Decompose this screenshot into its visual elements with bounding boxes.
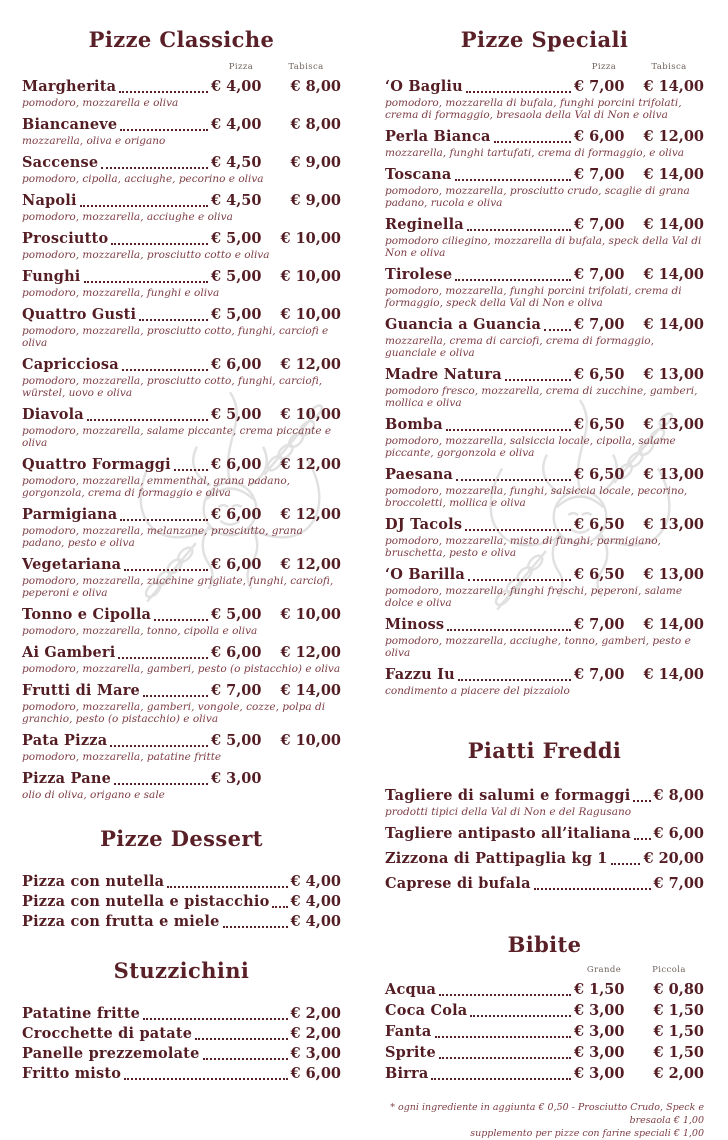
item-price-pizza: € 6,50 [574, 416, 625, 433]
price-column-header-tabisca: Tabisca [288, 62, 324, 72]
dot-leader [174, 469, 208, 471]
left-column [22, 27, 341, 1082]
item-description: pomodoro, mozzarella, tonno, cipolla e oliva [22, 625, 258, 637]
item-price-piccola: € 1,50 [653, 1023, 704, 1040]
item-price-pizza: € 5,00 [211, 406, 262, 423]
item-price-pizza: € 6,50 [574, 366, 625, 383]
menu-item [22, 506, 341, 549]
menu-item [385, 166, 704, 209]
menu-item [22, 306, 341, 349]
dot-leader [468, 579, 571, 581]
menu-item [385, 666, 704, 697]
item-description: pomodoro, mozzarella, funghi freschi, peperoni, salame dolce e oliva [385, 585, 683, 609]
menu-item [22, 606, 341, 637]
price-column-header-grande: Grande [586, 965, 622, 975]
item-price-tabisca: € 14,00 [643, 166, 704, 183]
pizze-speciali-items [385, 78, 704, 697]
section-title-stuzzichini: Stuzzichini [113, 958, 250, 983]
item-price-pizza: € 6,50 [574, 566, 625, 583]
dot-leader [124, 1078, 287, 1080]
price-column-headers [385, 62, 704, 72]
menu-item [385, 616, 704, 659]
item-price-tabisca: € 12,00 [280, 356, 341, 373]
dot-leader [431, 1078, 571, 1080]
item-price-tabisca: € 9,00 [290, 154, 341, 171]
item-name: Frutti di Mare [22, 682, 140, 699]
item-price-tabisca: € 13,00 [643, 466, 704, 483]
item-price-pizza: € 4,50 [211, 154, 262, 171]
item-name: Toscana [385, 166, 452, 183]
dot-leader [634, 838, 651, 840]
right-column [385, 27, 704, 1139]
item-description: pomodoro, mozzarella, acciughe, tonno, gamberi, pesto e oliva [385, 635, 691, 659]
item-price-tabisca: € 14,00 [643, 266, 704, 283]
dot-leader [114, 783, 208, 785]
section-pizze-classiche [22, 28, 341, 801]
item-price: € 2,00 [290, 1005, 341, 1022]
item-name: Tirolese [385, 266, 453, 283]
dot-leader [139, 319, 208, 321]
item-name: Napoli [22, 192, 77, 209]
dot-leader [122, 369, 208, 371]
dot-leader [447, 629, 571, 631]
item-price-pizza: € 7,00 [574, 166, 625, 183]
item-price-tabisca: € 8,00 [290, 78, 341, 95]
menu-item [22, 1065, 341, 1083]
item-description: mozzarella, funghi tartufati, crema di formaggio, e oliva [385, 147, 685, 159]
item-price-pizza: € 4,50 [211, 192, 262, 209]
menu-item [385, 78, 704, 121]
item-price-pizza: € 5,00 [211, 230, 262, 247]
item-price-pizza: € 6,00 [211, 456, 262, 473]
price-column-header-piccola: Piccola [652, 965, 686, 975]
item-name: Tonno e Cipolla [22, 606, 152, 623]
dot-leader [110, 745, 208, 747]
menu-item [385, 416, 704, 459]
item-price: € 4,00 [290, 913, 341, 930]
item-price-pizza: € 5,00 [211, 306, 262, 323]
menu-item [22, 770, 341, 801]
item-description: pomodoro, mozzarella, gamberi, vongole, cozze, polpa di granchio, pesto (o pistacchio) e oliva [22, 701, 326, 725]
item-price-tabisca: € 9,00 [290, 192, 341, 209]
item-price-piccola: € 2,00 [653, 1065, 704, 1082]
price-column-header-pizza: Pizza [591, 62, 617, 72]
item-name: Quattro Gusti [22, 306, 137, 323]
menu-item [385, 516, 704, 559]
dot-leader [439, 1057, 571, 1059]
dot-leader [111, 243, 208, 245]
footnote-line: * ogni ingrediente in aggiunta € 0,50 - Prosciutto Crudo, Speck e bresaola € 1,00 [390, 1102, 704, 1126]
menu-item [22, 406, 341, 449]
item-price-tabisca: € 14,00 [643, 78, 704, 95]
dot-leader [534, 888, 651, 890]
item-name: Sprite [385, 1044, 436, 1061]
item-name: ‘O Barilla [385, 566, 465, 583]
dot-leader [84, 281, 208, 283]
item-description: pomodoro, mozzarella, funghi e oliva [22, 287, 220, 299]
item-name: Parmigiana [22, 506, 118, 523]
item-price-pizza: € 6,00 [211, 644, 262, 661]
dot-leader [101, 167, 208, 169]
item-price: € 7,00 [653, 875, 704, 892]
menu-item [22, 456, 341, 499]
item-name: ‘O Bagliu [385, 78, 463, 95]
item-description: pomodoro, mozzarella, prosciutto cotto e oliva [22, 249, 270, 261]
item-name: Fanta [385, 1023, 432, 1040]
section-bibite [385, 933, 704, 1083]
item-description: pomodoro, mozzarella, patatine fritte [22, 751, 222, 763]
item-name: Paesana [385, 466, 454, 483]
dot-leader [465, 529, 571, 531]
section-piatti-freddi [385, 739, 704, 893]
item-price-tabisca: € 10,00 [280, 306, 341, 323]
menu-item [22, 268, 341, 299]
item-name: Fazzu Iu [385, 666, 455, 683]
item-name: Guancia a Guancia [385, 316, 542, 333]
menu-item [22, 644, 341, 675]
item-price-pizza: € 6,50 [574, 516, 625, 533]
item-price-tabisca: € 14,00 [643, 666, 704, 683]
item-name: Biancaneve [22, 116, 118, 133]
menu-item [385, 266, 704, 309]
item-price-tabisca: € 12,00 [643, 128, 704, 145]
dot-leader [455, 279, 571, 281]
menu-item [22, 682, 341, 725]
item-price-tabisca: € 12,00 [280, 456, 341, 473]
item-name: Margherita [22, 78, 117, 95]
item-price-pizza: € 4,00 [211, 78, 262, 95]
item-price-piccola: € 1,50 [653, 1044, 704, 1061]
item-name: Perla Bianca [385, 128, 491, 145]
menu-item [385, 128, 704, 159]
item-price: € 6,00 [653, 825, 704, 842]
menu-item [385, 1065, 704, 1083]
item-price-piccola: € 0,80 [653, 981, 704, 998]
item-name: Capricciosa [22, 356, 119, 373]
item-description: pomodoro, mozzarella, acciughe e oliva [22, 211, 233, 223]
item-price-pizza: € 5,00 [211, 606, 262, 623]
item-price-pizza: € 7,00 [574, 266, 625, 283]
item-description: pomodoro, mozzarella, emmenthal, grana padano, gorgonzola, crema di formaggio e oliva [22, 475, 290, 499]
section-pizze-speciali [385, 28, 704, 697]
dot-leader [458, 679, 571, 681]
dot-leader [80, 205, 208, 207]
item-price-tabisca: € 12,00 [280, 644, 341, 661]
item-price-tabisca: € 8,00 [290, 116, 341, 133]
item-price-pizza: € 6,00 [574, 128, 625, 145]
item-description: pomodoro, mozzarella e oliva [22, 97, 179, 109]
item-name: Saccense [22, 154, 99, 171]
footnotes [385, 1101, 704, 1140]
item-description: pomodoro, mozzarella di bufala, funghi porcini trifolati, crema di formaggio, bresaola della Val di Non e oliva [385, 97, 682, 121]
dot-leader [455, 179, 571, 181]
section-stuzzichini [22, 959, 341, 1083]
menu-item [385, 850, 704, 868]
item-price-tabisca: € 14,00 [643, 316, 704, 333]
item-price: € 4,00 [290, 873, 341, 890]
item-price-grande: € 3,00 [574, 1065, 625, 1082]
menu-item [385, 1002, 704, 1020]
price-column-header-pizza: Pizza [228, 62, 254, 72]
item-price-pizza: € 4,00 [211, 116, 262, 133]
section-title-pizze-speciali: Pizze Speciali [460, 27, 629, 52]
item-description: pomodoro, mozzarella, gamberi, pesto (o pistacchio) e oliva [22, 663, 341, 675]
menu-item [22, 913, 341, 931]
dot-leader [467, 229, 571, 231]
piatti-freddi-items [385, 787, 704, 893]
price-column-headers [22, 62, 341, 72]
item-name: Pata Pizza [22, 732, 108, 749]
item-price-pizza: € 3,00 [211, 770, 262, 787]
menu-item [385, 216, 704, 259]
menu-item [22, 116, 341, 147]
menu-item [22, 1045, 341, 1063]
dot-leader [143, 695, 208, 697]
item-name: Tagliere antipasto all’italiana [385, 825, 631, 842]
dot-leader [544, 329, 571, 331]
item-name: Panelle prezzemolate [22, 1045, 200, 1062]
item-description: pomodoro ciliegino, mozzarella di bufala, speck della Val di Non e oliva [385, 235, 702, 259]
item-description: pomodoro, mozzarella, salsiccia locale, cipolla, salame piccante, gorgonzola e oliva [385, 435, 676, 459]
dot-leader [435, 1036, 571, 1038]
dot-leader [118, 657, 208, 659]
item-description: pomodoro fresco, mozzarella, crema di zucchine, gamberi, mollica e oliva [385, 385, 698, 409]
item-name: Ai Gamberi [22, 644, 116, 661]
item-price-tabisca: € 12,00 [280, 506, 341, 523]
item-price-pizza: € 5,00 [211, 732, 262, 749]
item-price-grande: € 3,00 [574, 1023, 625, 1040]
section-title-bibite: Bibite [507, 932, 582, 957]
item-name: Madre Natura [385, 366, 502, 383]
dot-leader [272, 906, 287, 908]
dot-leader [505, 379, 571, 381]
dot-leader [439, 994, 571, 996]
item-description: olio di oliva, origano e sale [22, 789, 165, 801]
dot-leader [120, 519, 208, 521]
item-price-pizza: € 7,00 [574, 216, 625, 233]
item-price-grande: € 3,00 [574, 1044, 625, 1061]
item-price: € 4,00 [290, 893, 341, 910]
item-price-tabisca: € 10,00 [280, 268, 341, 285]
item-name: Pizza Pane [22, 770, 111, 787]
item-name: Pizza con frutta e miele [22, 913, 220, 930]
item-name: Tagliere di salumi e formaggi [385, 787, 631, 804]
item-description: pomodoro, mozzarella, misto di funghi, parmigiano, bruschetta, pesto e oliva [385, 535, 661, 559]
bibite-items [385, 981, 704, 1083]
item-name: Birra [385, 1065, 429, 1082]
item-price-tabisca: € 10,00 [280, 406, 341, 423]
item-name: Pizza con nutella [22, 873, 165, 890]
menu-item [385, 366, 704, 409]
item-price-pizza: € 5,00 [211, 268, 262, 285]
item-description: pomodoro, mozzarella, prosciutto cotto, funghi, carciofi e oliva [22, 325, 329, 349]
dot-leader [611, 863, 641, 865]
dot-leader [633, 800, 650, 802]
menu-item [22, 154, 341, 185]
item-price-piccola: € 1,50 [653, 1002, 704, 1019]
dot-leader [494, 141, 571, 143]
stuzzichini-items [22, 1005, 341, 1083]
menu-item [385, 981, 704, 999]
dot-leader [143, 1018, 288, 1020]
dot-leader [223, 926, 288, 928]
item-name: Coca Cola [385, 1002, 468, 1019]
item-description: pomodoro, mozzarella, salame piccante, crema piccante e oliva [22, 425, 332, 449]
item-name: Pizza con nutella e pistacchio [22, 893, 270, 910]
item-name: Patatine fritte [22, 1005, 141, 1022]
section-title-pizze-classiche: Pizze Classiche [88, 27, 275, 52]
item-description: prodotti tipici della Val di Non e del Ragusano [385, 806, 632, 818]
item-price-tabisca: € 10,00 [280, 606, 341, 623]
menu-item [22, 873, 341, 891]
menu-item [22, 78, 341, 109]
item-price-tabisca: € 14,00 [643, 616, 704, 633]
menu-item [385, 466, 704, 509]
item-description: pomodoro, mozzarella, zucchine grigliate, funghi, carciofi, peperoni e oliva [22, 575, 334, 599]
item-name: Fritto misto [22, 1065, 122, 1082]
item-description: pomodoro, mozzarella, prosciutto crudo, scaglie di grana padano, rucola e oliva [385, 185, 690, 209]
item-price-pizza: € 7,00 [574, 616, 625, 633]
menu-item [22, 192, 341, 223]
price-column-headers [385, 965, 704, 975]
item-description: pomodoro, mozzarella, funghi porcini trifolati, crema di formaggio, speck della Val di Non e oliva [385, 285, 682, 309]
item-price-grande: € 1,50 [574, 981, 625, 998]
item-description: condimento a piacere del pizzaiolo [385, 685, 570, 697]
menu-item [22, 356, 341, 399]
menu-item [385, 875, 704, 893]
dot-leader [195, 1038, 287, 1040]
item-description: mozzarella, crema di carciofi, crema di formaggio, guanciale e oliva [385, 335, 654, 359]
menu-item [22, 230, 341, 261]
item-description: pomodoro, cipolla, acciughe, pecorino e oliva [22, 173, 264, 185]
item-name: Bomba [385, 416, 443, 433]
item-price-pizza: € 7,00 [574, 666, 625, 683]
item-price-tabisca: € 14,00 [643, 216, 704, 233]
dot-leader [154, 619, 208, 621]
item-price-pizza: € 6,50 [574, 466, 625, 483]
item-price-tabisca: € 10,00 [280, 230, 341, 247]
menu-item [22, 732, 341, 763]
item-description: pomodoro, mozzarella, melanzane, prosciutto, grana padano, pesto e oliva [22, 525, 303, 549]
item-price-tabisca: € 13,00 [643, 516, 704, 533]
section-pizze-dessert [22, 827, 341, 931]
item-description: pomodoro, mozzarella, prosciutto cotto, funghi, carciofi, würstel, uovo e oliva [22, 375, 323, 399]
footnote-line: supplemento per pizze con farine speciali € 1,00 [470, 1128, 704, 1139]
item-price-tabisca: € 13,00 [643, 416, 704, 433]
item-price: € 8,00 [653, 787, 704, 804]
item-price-grande: € 3,00 [574, 1002, 625, 1019]
item-price: € 3,00 [290, 1045, 341, 1062]
item-price-tabisca: € 10,00 [280, 732, 341, 749]
item-price: € 2,00 [290, 1025, 341, 1042]
item-price-tabisca: € 13,00 [643, 566, 704, 583]
item-name: Zizzona di Pattipaglia kg 1 [385, 850, 608, 867]
menu-item [22, 1025, 341, 1043]
menu-item [385, 787, 704, 818]
dot-leader [87, 419, 208, 421]
menu-item [385, 566, 704, 609]
dot-leader [456, 479, 571, 481]
item-name: Reginella [385, 216, 464, 233]
pizze-classiche-items [22, 78, 341, 801]
item-price-tabisca: € 14,00 [280, 682, 341, 699]
item-price: € 6,00 [290, 1065, 341, 1082]
item-name: Minoss [385, 616, 445, 633]
dot-leader [470, 1015, 571, 1017]
menu-item [385, 1023, 704, 1041]
item-name: Vegetariana [22, 556, 122, 573]
item-price-pizza: € 7,00 [574, 78, 625, 95]
item-description: mozzarella, oliva e origano [22, 135, 166, 147]
item-description: pomodoro, mozzarella, funghi, salsiccia locale, pecorino, broccoletti, mollica e oliva [385, 485, 688, 509]
dot-leader [120, 129, 208, 131]
item-price-pizza: € 7,00 [574, 316, 625, 333]
price-column-header-tabisca: Tabisca [651, 62, 687, 72]
item-name: Prosciutto [22, 230, 109, 247]
section-title-pizze-dessert: Pizze Dessert [100, 826, 263, 851]
dot-leader [203, 1058, 288, 1060]
menu-item [22, 893, 341, 911]
dot-leader [446, 429, 571, 431]
item-name: DJ Tacols [385, 516, 463, 533]
item-price-pizza: € 6,00 [211, 556, 262, 573]
item-price-pizza: € 7,00 [211, 682, 262, 699]
menu-item [385, 1044, 704, 1062]
section-title-piatti-freddi: Piatti Freddi [467, 738, 622, 763]
dot-leader [124, 569, 208, 571]
item-price-tabisca: € 12,00 [280, 556, 341, 573]
pizze-dessert-items [22, 873, 341, 931]
dot-leader [119, 91, 208, 93]
item-price-tabisca: € 13,00 [643, 366, 704, 383]
item-price-pizza: € 6,00 [211, 356, 262, 373]
item-price-pizza: € 6,00 [211, 506, 262, 523]
dot-leader [466, 91, 571, 93]
menu-item [22, 1005, 341, 1023]
dot-leader [167, 886, 287, 888]
item-name: Crocchette di patate [22, 1025, 193, 1042]
item-price: € 20,00 [643, 850, 704, 867]
menu-item [22, 556, 341, 599]
item-name: Acqua [385, 981, 437, 998]
menu-item [385, 316, 704, 359]
item-name: Diavola [22, 406, 84, 423]
item-name: Caprese di bufala [385, 875, 531, 892]
menu-item [385, 825, 704, 843]
item-name: Funghi [22, 268, 81, 285]
item-name: Quattro Formaggi [22, 456, 171, 473]
